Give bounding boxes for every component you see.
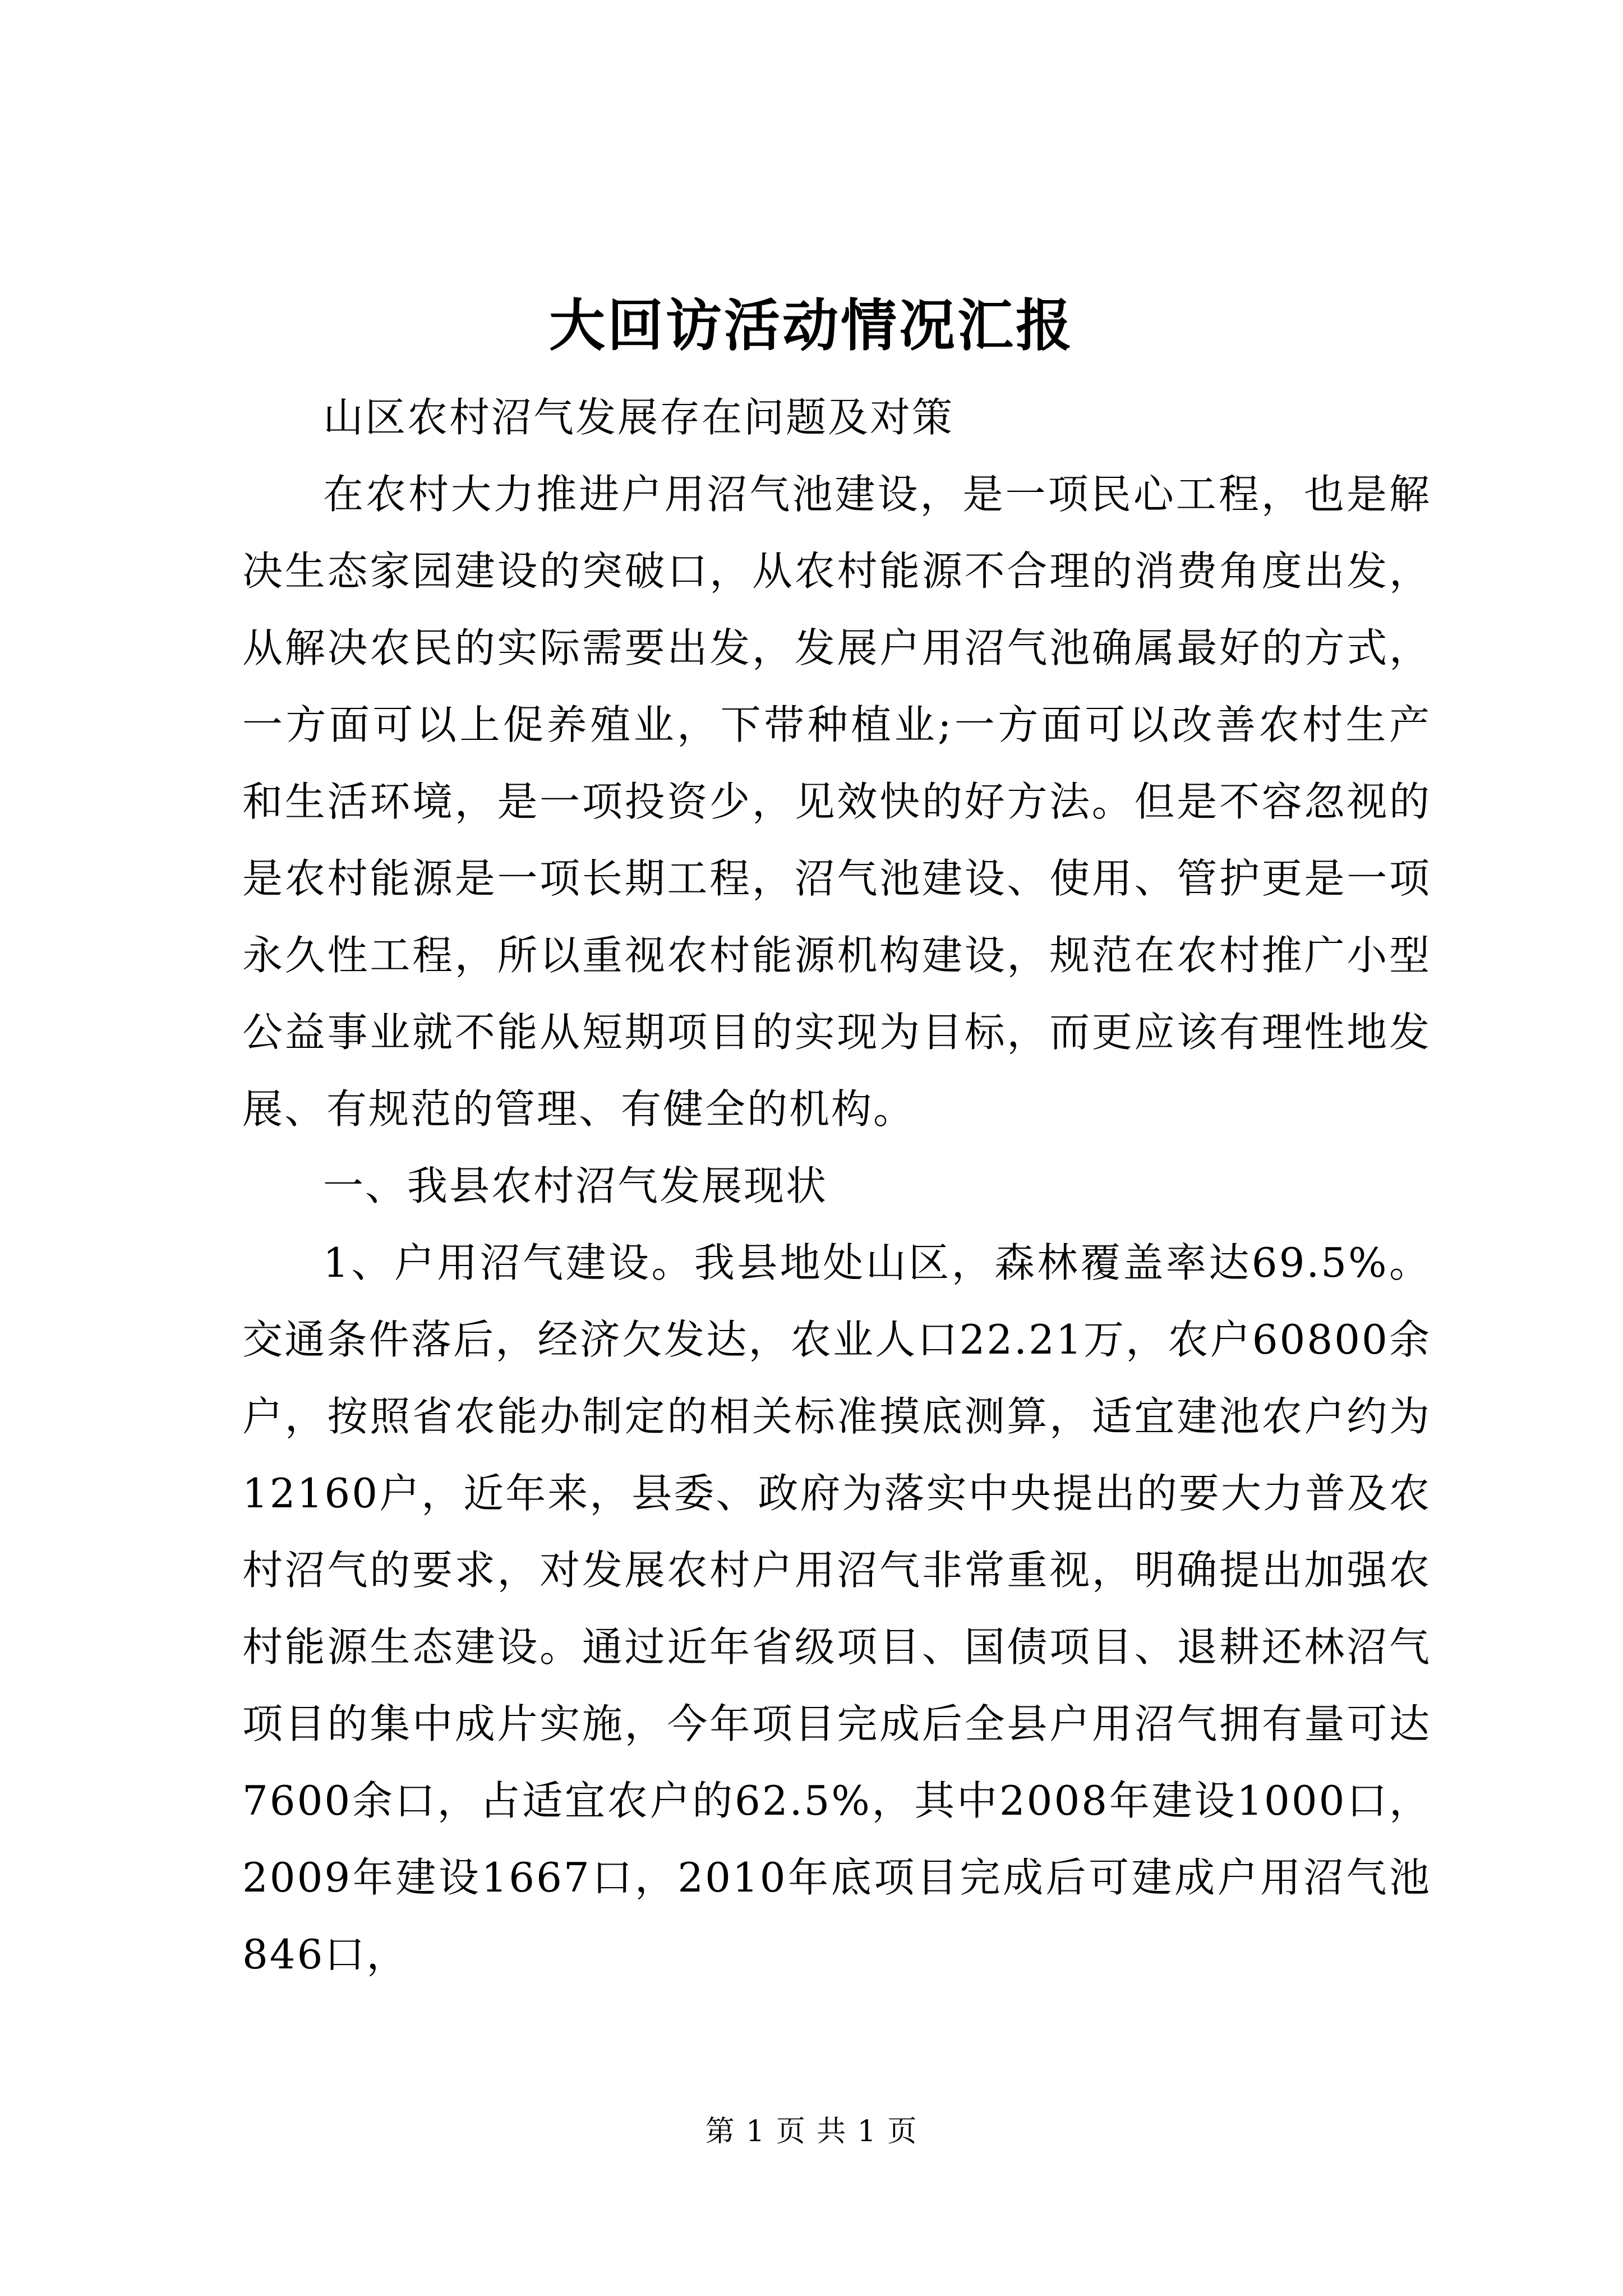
subtitle-paragraph: 山区农村沼气发展存在问题及对策 bbox=[323, 394, 955, 441]
section-paragraph: 1、户用沼气建设。我县地处山区，森林覆盖率达69.5%。交通条件落后，经济欠发达，农业人口22.21万，农户60800余户，按照省农能办制定的相关标准摸底测算，适宜建池农户约为12160户，近年来，县委、政府为落实中央提出的要大力普及农村沼气的要求，对发展农村户用沼气非常重视，明确提出加强农村能源生态建设。通过近年省级项目、国债项目、退耕还林沼气项目的集中成片实施，今年项目完成后全县户用沼气拥有量可达7600余口，占适宜农户的62.5%，其中2008年建设1000口，2009年建设1667口，2010年底项目完成后可建成户用沼气池846口， bbox=[242, 1239, 1431, 1978]
intro-paragraph: 在农村大力推进户用沼气池建设，是一项民心工程，也是解决生态家园建设的突破口，从农村能源不合理的消费角度出发，从解决农民的实际需要出发，发展户用沼气池确属最好的方式，一方面可以上促养殖业，下带种植业;一方面可以改善农村生产和生活环境，是一项投资少，见效快的好方法。但是不容忽视的是农村能源是一项长期工程，沼气池建设、使用、管护更是一项永久性工程，所以重视农村能源机构建设，规范在农村推广小型公益事业就不能从短期项目的实现为目标，而更应该有理性地发展、有规范的管理、有健全的机构。 bbox=[242, 471, 1431, 1133]
section-heading: 一、我县农村沼气发展现状 bbox=[323, 1162, 828, 1209]
page-footer: 第 1 页 共 1 页 bbox=[705, 2115, 918, 2148]
document-title: 大回访活动情况汇报 bbox=[549, 292, 1074, 358]
document-body bbox=[242, 379, 1431, 1993]
